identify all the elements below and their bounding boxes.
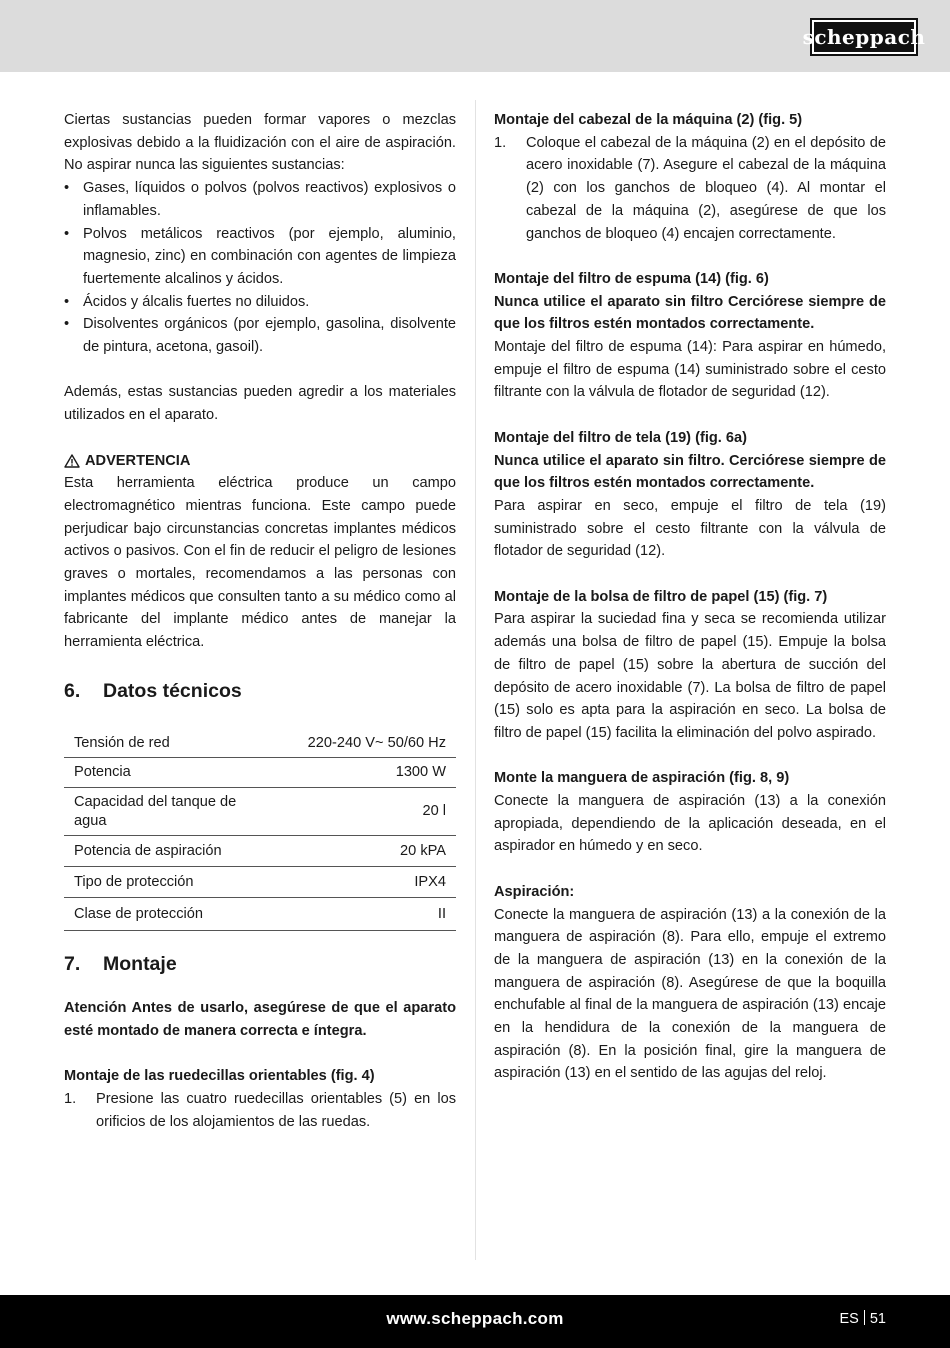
list-item: • Ácidos y álcalis fuertes no diluidos. [64,291,456,314]
spec-label: Tipo de protección [64,867,254,898]
table-row [64,836,456,867]
warning-title: ADVERTENCIA [85,452,191,469]
head-mount-steps [494,132,886,246]
footer-url[interactable]: www.scheppach.com [386,1309,564,1328]
table-row [64,898,456,931]
suction-heading: Aspiración: [494,883,575,900]
spec-label: Capacidad del tanque de agua [64,788,254,836]
warning-triangle-icon [64,454,80,468]
spec-value: 20 kPA [254,836,456,867]
cloth-filter-heading: Montaje del filtro de tela (19) (fig. 6a) [494,429,747,446]
paper-bag-paragraph: Para aspirar la suciedad fina y seca se recomienda utilizar además una bolsa de filtro de papel (15). Empuje la bolsa de filtro de papel (15) sobre la abertura de succión del depósito de acero inoxidable (7). La bolsa de filtro de papel (15) solo es apta para la aspiración en seco. La bolsa de filtro de papel (15) facilita la eliminación del polvo aspirado. [494,611,886,741]
brand-logo [802,18,926,56]
warning-heading [64,450,456,473]
spec-value: 220-240 V~ 50/60 Hz [254,729,456,758]
spec-value: 1300 W [254,758,456,788]
spec-label: Potencia de aspiración [64,836,254,867]
head-mount-heading: Montaje del cabezal de la máquina (2) (fig. 5) [494,112,803,128]
table-row [64,758,456,788]
list-item [494,132,886,246]
section-number: 7. [64,953,81,976]
list-item: • Disolventes orgánicos (por ejemplo, gasolina, disolvente de pintura, acetona, gasoil). [64,313,456,358]
hose-paragraph: Conecte la manguera de aspiración (13) a la conexión apropiada, dependiendo de la aplicación deseada, en el aspirador en húmedo y en seco. [494,793,886,855]
list-item: • Polvos metálicos reactivos (por ejemplo, aluminio, magnesio, zinc) en combinación con agentes de limpieza fuertemente alcalinos y ácidos. [64,223,456,291]
hazard-list [64,177,456,359]
step-number: 1. [494,134,507,151]
suction-paragraph: Conecte la manguera de aspiración (13) a la conexión de la manguera de aspiración (8). Para ello, empuje el extremo de la manguera de aspiración (13) en la conexión de la manguera de aspiración (8). Asegúrese de que la boquilla enchufable al final de la manguera de aspiración (13) encaje en la hendidura de la conexión de la manguera de aspiración (8). En la posición final, gire la manguera de aspiración (13) en el sentido de las agujas del reloj. [494,906,886,1082]
step-text: Presione las cuatro ruedecillas orientables (5) en los orificios de los alojamientos de las ruedas. [96,1091,456,1130]
page-number: 51 [869,1311,886,1327]
casters-steps [64,1088,456,1133]
cloth-filter-warning: Nunca utilice el aparato sin filtro. Cerciórese siempre de que los filtros estén montados correctamente. [494,452,886,492]
language-code: ES [839,1311,859,1327]
spec-label: Clase de protección [64,898,254,931]
step-number: 1. [64,1091,77,1108]
step-text: Coloque el cabezal de la máquina (2) en el depósito de acero inoxidable (7). Asegure el cabezal de la máquina (2) con los ganchos de bloqueo (4). Al montar el cabezal de la máquina (2), asegúrese de que los ganchos de bloqueo (4) encajen correctamente. [526,134,886,242]
foam-filter-heading: Montaje del filtro de espuma (14) (fig. 6) [494,270,769,287]
spec-value: 20 l [254,788,456,836]
section-6-heading [64,678,456,704]
footer [0,1295,950,1348]
section-number: 6. [64,679,81,702]
foam-filter-warning: Nunca utilice el aparato sin filtro Cerciórese siempre de que los filtros estén montados correctamente. [494,293,886,333]
hose-heading: Monte la manguera de aspiración (fig. 8, 9) [494,770,790,787]
cloth-filter-paragraph: Para aspirar en seco, empuje el filtro de tela (19) suministrado sobre el cesto filtrante con la válvula de flotador de seguridad (12). [494,497,886,560]
brand-text: scheppach [802,25,926,49]
paper-bag-heading: Montaje de la bolsa de filtro de papel (15) (fig. 7) [494,588,828,605]
table-row [64,788,456,836]
spec-value: IPX4 [254,867,456,898]
foam-filter-paragraph: Montaje del filtro de espuma (14): Para aspirar en húmedo, empuje el filtro de espuma (14) suministrado sobre el cesto filtrante con la válvula de flotador de seguridad (12). [494,339,886,401]
spec-label: Potencia [64,758,254,788]
page-indicator [840,1310,886,1327]
table-row [64,867,456,898]
section-7-heading [64,951,456,977]
attention-paragraph: Atención Antes de usarlo, asegúrese de que el aparato esté montado de manera correcta e íntegra. [64,1000,456,1040]
warning-paragraph: Esta herramienta eléctrica produce un campo electromagnético mientras funciona. Este campo puede perjudicar bajo circunstancias concretas implantes médicos activos o pasivos. Con el fin de reducir el peligro de lesiones graves o mortales, recomendamos a las personas con implantes médicos que consulten tanto a su médico como al fabricante del implante médico antes de manejar la herramienta eléctrica. [64,475,456,651]
spec-value: II [254,898,456,931]
casters-heading: Montaje de las ruedecillas orientables (fig. 4) [64,1068,375,1085]
left-column [64,109,456,1134]
section-title: Datos técnicos [103,679,242,702]
additional-paragraph: Además, estas sustancias pueden agredir a los materiales utilizados en el aparato. [64,384,456,424]
spec-label: Tensión de red [64,729,254,758]
table-row [64,729,456,758]
separator [864,1310,865,1325]
list-item [64,1088,456,1133]
list-item: • Gases, líquidos o polvos (polvos reactivos) explosivos o inflamables. [64,177,456,222]
spec-table [64,729,456,932]
right-column [494,109,886,1085]
intro-paragraph: Ciertas sustancias pueden formar vapores o mezclas explosivas debido a la fluidización con el aire de aspiración. No aspirar nunca las siguientes sustancias: [64,112,456,174]
column-divider [475,100,476,1260]
section-title: Montaje [103,953,177,976]
